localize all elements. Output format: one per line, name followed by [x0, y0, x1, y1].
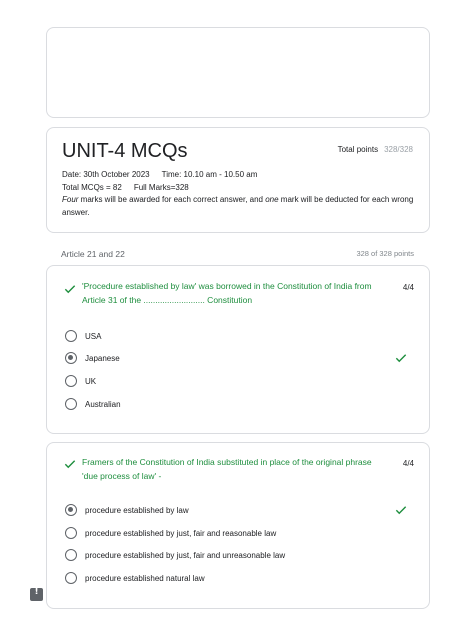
option-usa[interactable] — [65, 329, 413, 343]
option-label: procedure established by just, fair and unreasonable law — [85, 550, 286, 560]
option-label: UK — [85, 376, 97, 386]
radio-button-selected[interactable] — [65, 352, 77, 364]
note-one: one — [265, 195, 279, 204]
option-label: procedure established natural law — [85, 573, 205, 583]
radio-button[interactable] — [65, 398, 77, 410]
option-label: Japanese — [85, 353, 120, 363]
total-points-value: 328/328 — [384, 145, 413, 154]
option-uk[interactable] — [65, 374, 413, 388]
question-text: Framers of the Constitution of India substituted in place of the original phrase 'due process of law' - — [82, 457, 372, 481]
option-label: Australian — [85, 399, 121, 409]
time-line: Time: 10.10 am - 10.50 am — [161, 170, 258, 179]
check-icon — [394, 503, 408, 517]
question-score: 4/4 — [402, 459, 414, 468]
header-image-card — [46, 27, 430, 118]
check-icon — [63, 457, 77, 471]
section-title: Article 21 and 22 — [61, 249, 125, 259]
form-description — [62, 169, 414, 219]
option-procedure-established-by-law[interactable] — [65, 503, 413, 517]
option-natural-law[interactable] — [65, 571, 413, 585]
option-label: procedure established by just, fair and reasonable law — [85, 528, 277, 538]
section-header — [61, 249, 414, 259]
radio-button[interactable] — [65, 572, 77, 584]
option-just-fair-reasonable[interactable] — [65, 526, 413, 540]
full-marks-line: Full Marks=328 — [133, 182, 189, 192]
question-card — [46, 442, 430, 609]
form-title: UNIT-4 MCQs — [62, 140, 188, 162]
mcq-count-line: Total MCQs = 82 — [62, 182, 122, 192]
radio-button[interactable] — [65, 527, 77, 539]
option-japanese[interactable] — [65, 351, 413, 365]
check-icon — [63, 282, 77, 296]
radio-button[interactable] — [65, 549, 77, 561]
total-points-label: Total points — [337, 145, 379, 154]
radio-button[interactable] — [65, 375, 77, 387]
total-points — [338, 145, 413, 154]
option-label: procedure established by law — [85, 505, 189, 515]
question-card — [46, 265, 430, 434]
radio-button[interactable] — [65, 330, 77, 342]
date-line: Date: 30th October 2023 — [62, 170, 150, 179]
note-end: mark will be deducted for each wrong answer. — [62, 195, 414, 217]
note-four: Four — [62, 195, 79, 204]
question-text: 'Procedure established by law' was borrowed in the Constitution of India from Article 31 of the .......................... Constitution — [82, 281, 372, 305]
form-header-card — [46, 127, 430, 233]
section-points: 328 of 328 points — [356, 249, 414, 258]
option-just-fair-unreasonable[interactable] — [65, 548, 413, 562]
radio-button-selected[interactable] — [65, 504, 77, 516]
question-score: 4/4 — [402, 283, 414, 292]
option-australian[interactable] — [65, 397, 413, 411]
feedback-icon[interactable]: ! — [30, 588, 43, 601]
check-icon — [394, 351, 408, 365]
note-mid: marks will be awarded for each correct answer, and — [78, 195, 266, 204]
option-label: USA — [85, 331, 102, 341]
